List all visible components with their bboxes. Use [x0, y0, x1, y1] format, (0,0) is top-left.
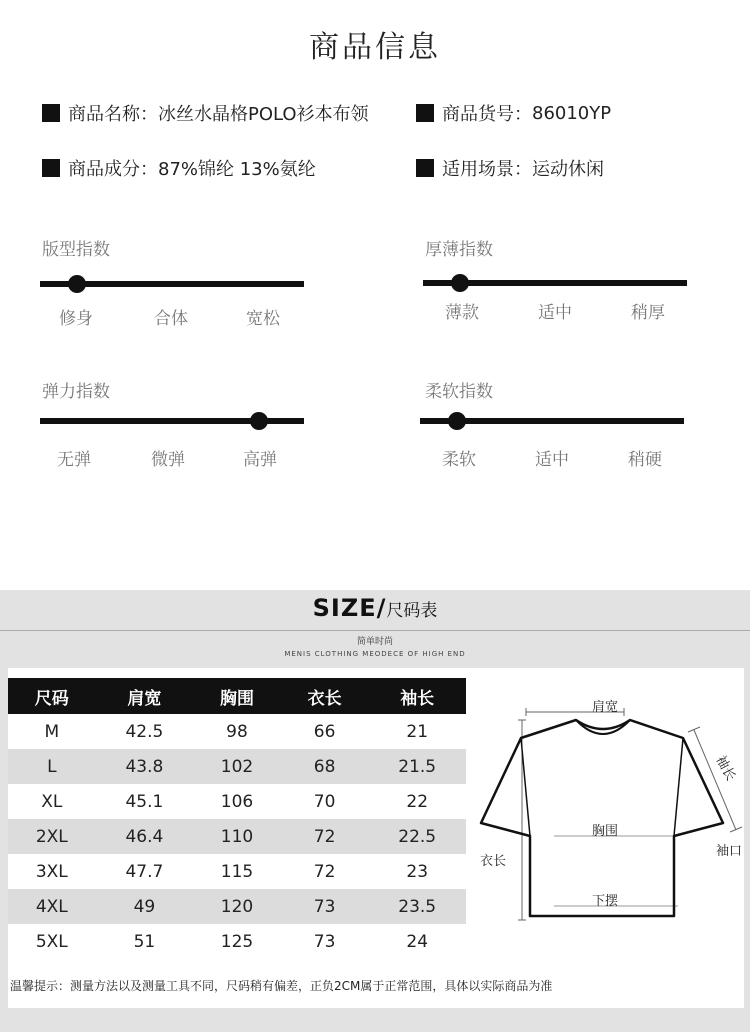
table-cell: 51	[96, 924, 194, 959]
table-cell: 23	[368, 854, 466, 889]
slider-label: 微弹	[151, 450, 185, 470]
table-row	[8, 854, 466, 889]
slider-label: 稍硬	[628, 450, 662, 470]
table-cell: 2XL	[8, 819, 96, 854]
info-value: 运动休闲	[532, 159, 604, 180]
shirt-measurement-diagram	[468, 668, 744, 1008]
slider-label: 薄款	[445, 303, 479, 323]
diagram-label-cuff: 袖口	[716, 844, 743, 859]
slider-label: 柔软	[442, 450, 476, 470]
info-composition	[42, 155, 316, 181]
slider-label: 合体	[154, 309, 188, 329]
slider-label: 适中	[535, 450, 569, 470]
size-table	[8, 678, 466, 959]
table-cell: 98	[193, 714, 281, 749]
table-row	[8, 819, 466, 854]
slider-knob	[451, 274, 469, 292]
table-cell: 22.5	[368, 819, 466, 854]
table-cell: 73	[281, 889, 369, 924]
column-header: 尺码	[8, 678, 96, 714]
table-cell: 24	[368, 924, 466, 959]
size-chart-heading	[0, 594, 750, 622]
divider	[0, 630, 750, 631]
size-chart-panel	[8, 668, 744, 1008]
table-cell: L	[8, 749, 96, 784]
slider-label: 稍厚	[631, 303, 665, 323]
size-subhead-en: MENIS CLOTHING MEODECE OF HIGH END	[284, 650, 466, 658]
table-cell: 46.4	[96, 819, 194, 854]
table-cell: 4XL	[8, 889, 96, 924]
table-cell: 66	[281, 714, 369, 749]
page-title: 商品信息	[309, 30, 441, 65]
table-cell: 115	[193, 854, 281, 889]
info-label: 商品名称：	[68, 104, 158, 125]
table-cell: 22	[368, 784, 466, 819]
table-cell: 106	[193, 784, 281, 819]
table-cell: 47.7	[96, 854, 194, 889]
info-label: 商品货号：	[442, 104, 532, 125]
size-subhead-cn: 简单时尚	[356, 637, 393, 647]
table-cell: 42.5	[96, 714, 194, 749]
table-row	[8, 749, 466, 784]
table-cell: 49	[96, 889, 194, 924]
column-header: 袖长	[368, 678, 466, 714]
bullet-square-icon	[416, 159, 434, 177]
slider-label: 宽松	[246, 309, 280, 329]
slider-knob	[448, 412, 466, 430]
table-cell: XL	[8, 784, 96, 819]
table-cell: 21	[368, 714, 466, 749]
slider-title: 柔软指数	[425, 382, 493, 402]
diagram-label-chest: 胸围	[592, 824, 619, 839]
table-cell: 102	[193, 749, 281, 784]
table-row	[8, 924, 466, 959]
column-header: 胸围	[193, 678, 281, 714]
slider-knob	[68, 275, 86, 293]
table-cell: 3XL	[8, 854, 96, 889]
table-cell: 23.5	[368, 889, 466, 924]
table-cell: 68	[281, 749, 369, 784]
table-row	[8, 714, 466, 749]
info-label: 商品成分：	[68, 159, 158, 180]
slider-knob	[250, 412, 268, 430]
bullet-square-icon	[42, 159, 60, 177]
slider-label: 修身	[59, 309, 93, 329]
table-row	[8, 889, 466, 924]
info-value: 86010YP	[532, 102, 612, 124]
bullet-square-icon	[42, 104, 60, 122]
column-header: 肩宽	[96, 678, 194, 714]
slider-title: 厚薄指数	[425, 240, 493, 260]
table-cell: 21.5	[368, 749, 466, 784]
table-cell: M	[8, 714, 96, 749]
size-chart-section	[0, 590, 750, 1032]
diagram-label-shoulder: 肩宽	[592, 700, 619, 715]
table-cell: 5XL	[8, 924, 96, 959]
diagram-label-sleeve: 袖长	[712, 753, 738, 784]
info-product-code	[416, 100, 611, 126]
table-cell: 110	[193, 819, 281, 854]
table-cell: 125	[193, 924, 281, 959]
table-cell: 70	[281, 784, 369, 819]
diagram-label-length: 衣长	[480, 854, 507, 869]
slider-title: 版型指数	[42, 240, 110, 260]
column-header: 衣长	[281, 678, 369, 714]
table-cell: 120	[193, 889, 281, 924]
table-cell: 72	[281, 854, 369, 889]
info-scene	[416, 155, 604, 181]
slider-label: 适中	[538, 303, 572, 323]
bullet-square-icon	[416, 104, 434, 122]
info-value: 87%锦纶 13%氨纶	[158, 159, 316, 180]
table-cell: 45.1	[96, 784, 194, 819]
slider-title: 弹力指数	[42, 382, 110, 402]
info-label: 适用场景：	[442, 159, 532, 180]
table-cell: 43.8	[96, 749, 194, 784]
diagram-label-hem: 下摆	[592, 894, 619, 909]
table-row	[8, 784, 466, 819]
slider-label: 无弹	[57, 450, 91, 470]
size-heading-main: SIZE/	[312, 594, 387, 622]
table-cell: 73	[281, 924, 369, 959]
slider-label: 高弹	[243, 450, 277, 470]
size-note: 温馨提示：测量方法以及测量工具不同，尺码稍有偏差，正负2CM属于正常范围，具体以实际商品为准	[10, 979, 553, 993]
table-cell: 72	[281, 819, 369, 854]
info-product-name	[42, 100, 369, 126]
table-header-row	[8, 678, 466, 714]
size-heading-sub: 尺码表	[386, 601, 438, 621]
info-value: 冰丝水晶格POLO衫本布领	[158, 104, 369, 125]
